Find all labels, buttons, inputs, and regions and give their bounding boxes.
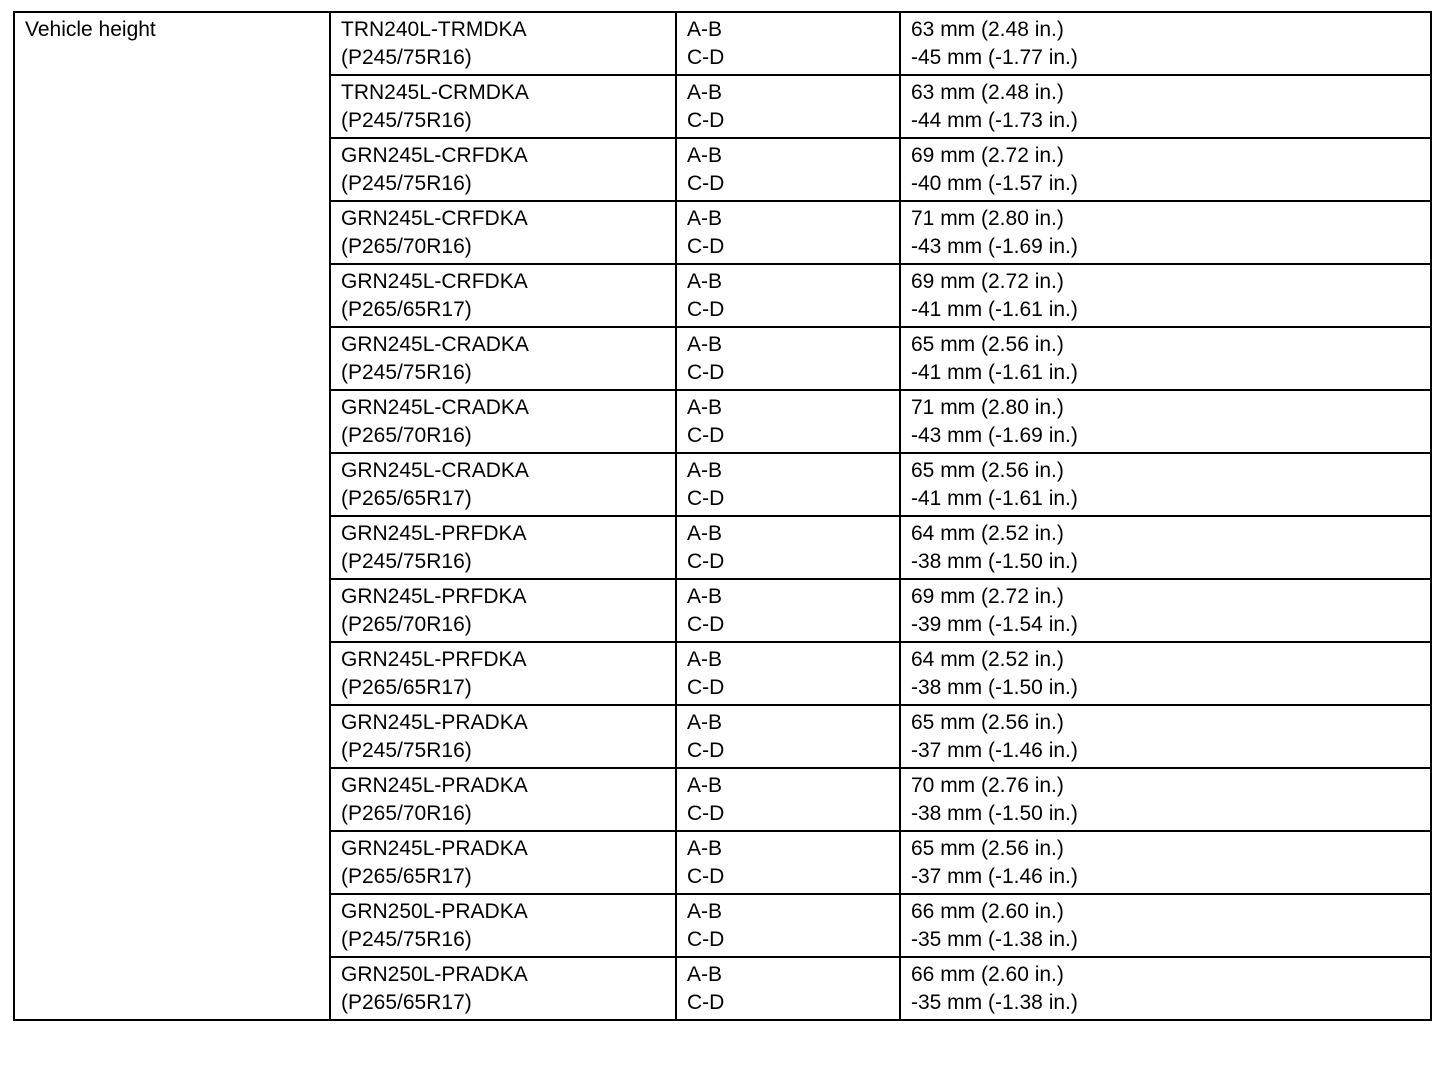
tire-size: (P245/75R16) [341,928,472,951]
measure-point-ab: A-B [687,522,723,545]
measure-point-cd: C-D [687,298,725,321]
model-code: GRN245L-PRADKA [341,711,528,734]
value-cd: -43 mm (-1.69 in.) [911,235,1078,258]
measure-point-cell [676,894,900,957]
measure-point-ab: A-B [687,459,723,482]
model-code: GRN245L-CRADKA [341,459,529,482]
value-cell [900,768,1431,831]
model-code: GRN245L-CRFDKA [341,144,528,167]
model-cell [330,705,676,768]
measure-point-cell [676,831,900,894]
value-cell [900,138,1431,201]
value-cd: -41 mm (-1.61 in.) [911,361,1078,384]
measure-point-ab: A-B [687,648,723,671]
measure-point-cd: C-D [687,235,725,258]
model-cell [330,579,676,642]
model-code: GRN245L-CRFDKA [341,270,528,293]
vehicle-height-label: Vehicle height [25,18,156,41]
measure-point-cd: C-D [687,928,725,951]
value-ab: 69 mm (2.72 in.) [911,144,1064,167]
measure-point-cd: C-D [687,487,725,510]
value-ab: 69 mm (2.72 in.) [911,585,1064,608]
measure-point-cell [676,75,900,138]
value-ab: 65 mm (2.56 in.) [911,711,1064,734]
measure-point-cd: C-D [687,613,725,636]
model-code: GRN245L-PRADKA [341,774,528,797]
value-ab: 64 mm (2.52 in.) [911,648,1064,671]
model-cell [330,516,676,579]
tire-size: (P245/75R16) [341,739,472,762]
value-cell [900,894,1431,957]
value-cell [900,75,1431,138]
value-cell [900,831,1431,894]
value-cd: -40 mm (-1.57 in.) [911,172,1078,195]
tire-size: (P265/65R17) [341,487,472,510]
value-cell [900,957,1431,1020]
measure-point-cell [676,768,900,831]
tire-size: (P245/75R16) [341,172,472,195]
value-cd: -39 mm (-1.54 in.) [911,613,1078,636]
measure-point-cell [676,453,900,516]
value-ab: 71 mm (2.80 in.) [911,396,1064,419]
value-cell [900,453,1431,516]
value-cd: -41 mm (-1.61 in.) [911,298,1078,321]
tire-size: (P265/65R17) [341,676,472,699]
value-cell [900,516,1431,579]
value-ab: 64 mm (2.52 in.) [911,522,1064,545]
value-cell [900,390,1431,453]
measure-point-cd: C-D [687,172,725,195]
tire-size: (P265/70R16) [341,802,472,825]
tire-size: (P245/75R16) [341,109,472,132]
measure-point-cd: C-D [687,424,725,447]
value-ab: 66 mm (2.60 in.) [911,963,1064,986]
value-cell [900,705,1431,768]
measure-point-cd: C-D [687,739,725,762]
measure-point-cd: C-D [687,865,725,888]
model-cell [330,957,676,1020]
tire-size: (P265/65R17) [341,865,472,888]
measure-point-cell [676,264,900,327]
tire-size: (P245/75R16) [341,46,472,69]
model-cell [330,831,676,894]
measure-point-ab: A-B [687,774,723,797]
model-cell [330,642,676,705]
model-cell [330,138,676,201]
value-ab: 66 mm (2.60 in.) [911,900,1064,923]
measure-point-cd: C-D [687,550,725,573]
model-cell [330,390,676,453]
value-ab: 70 mm (2.76 in.) [911,774,1064,797]
value-ab: 65 mm (2.56 in.) [911,459,1064,482]
model-cell [330,75,676,138]
value-cd: -38 mm (-1.50 in.) [911,676,1078,699]
measure-point-cell [676,705,900,768]
model-cell [330,768,676,831]
tire-size: (P245/75R16) [341,361,472,384]
value-ab: 65 mm (2.56 in.) [911,333,1064,356]
model-code: GRN245L-CRADKA [341,333,529,356]
tire-size: (P265/65R17) [341,991,472,1014]
measure-point-cd: C-D [687,361,725,384]
model-code: GRN245L-PRADKA [341,837,528,860]
spec-table-body [14,12,1431,1020]
value-cell [900,642,1431,705]
value-cd: -38 mm (-1.50 in.) [911,802,1078,825]
value-cd: -37 mm (-1.46 in.) [911,865,1078,888]
table-row [14,12,1431,75]
measure-point-cell [676,516,900,579]
model-code: GRN245L-CRADKA [341,396,529,419]
model-code: TRN240L-TRMDKA [341,18,527,41]
measure-point-ab: A-B [687,396,723,419]
value-ab: 69 mm (2.72 in.) [911,270,1064,293]
model-cell [330,201,676,264]
value-ab: 63 mm (2.48 in.) [911,81,1064,104]
measure-point-ab: A-B [687,837,723,860]
measure-point-cd: C-D [687,109,725,132]
model-code: GRN250L-PRADKA [341,900,528,923]
measure-point-ab: A-B [687,144,723,167]
value-cd: -43 mm (-1.69 in.) [911,424,1078,447]
model-cell [330,12,676,75]
value-cd: -35 mm (-1.38 in.) [911,928,1078,951]
value-cell [900,12,1431,75]
tire-size: (P265/70R16) [341,613,472,636]
measure-point-cd: C-D [687,46,725,69]
measure-point-cell [676,138,900,201]
value-cd: -35 mm (-1.38 in.) [911,991,1078,1014]
model-cell [330,453,676,516]
measure-point-cd: C-D [687,676,725,699]
tire-size: (P265/70R16) [341,424,472,447]
value-ab: 63 mm (2.48 in.) [911,18,1064,41]
measure-point-cell [676,957,900,1020]
value-cd: -37 mm (-1.46 in.) [911,739,1078,762]
measure-point-cell [676,12,900,75]
value-cd: -44 mm (-1.73 in.) [911,109,1078,132]
measure-point-cell [676,390,900,453]
value-cd: -45 mm (-1.77 in.) [911,46,1078,69]
model-code: GRN245L-PRFDKA [341,585,527,608]
tire-size: (P265/70R16) [341,235,472,258]
value-cell [900,327,1431,390]
measure-point-cell [676,579,900,642]
measure-point-ab: A-B [687,81,723,104]
model-code: GRN245L-PRFDKA [341,522,527,545]
measure-point-cd: C-D [687,802,725,825]
value-ab: 71 mm (2.80 in.) [911,207,1064,230]
model-cell [330,894,676,957]
measure-point-ab: A-B [687,207,723,230]
model-cell [330,264,676,327]
value-cd: -41 mm (-1.61 in.) [911,487,1078,510]
measure-point-ab: A-B [687,711,723,734]
measure-point-cell [676,327,900,390]
value-cd: -38 mm (-1.50 in.) [911,550,1078,573]
model-code: GRN245L-PRFDKA [341,648,527,671]
model-code: TRN245L-CRMDKA [341,81,529,104]
tire-size: (P265/65R17) [341,298,472,321]
value-cell [900,264,1431,327]
model-code: GRN245L-CRFDKA [341,207,528,230]
measure-point-ab: A-B [687,333,723,356]
measure-point-ab: A-B [687,18,723,41]
measure-point-cd: C-D [687,991,725,1014]
tire-size: (P245/75R16) [341,550,472,573]
measure-point-ab: A-B [687,270,723,293]
measure-point-cell [676,201,900,264]
value-cell [900,201,1431,264]
measure-point-ab: A-B [687,963,723,986]
model-code: GRN250L-PRADKA [341,963,528,986]
measure-point-ab: A-B [687,585,723,608]
value-cell [900,579,1431,642]
model-cell [330,327,676,390]
measure-point-cell [676,642,900,705]
vehicle-height-spec-table [13,11,1432,1021]
value-ab: 65 mm (2.56 in.) [911,837,1064,860]
vehicle-height-label-cell [14,12,330,1020]
measure-point-ab: A-B [687,900,723,923]
